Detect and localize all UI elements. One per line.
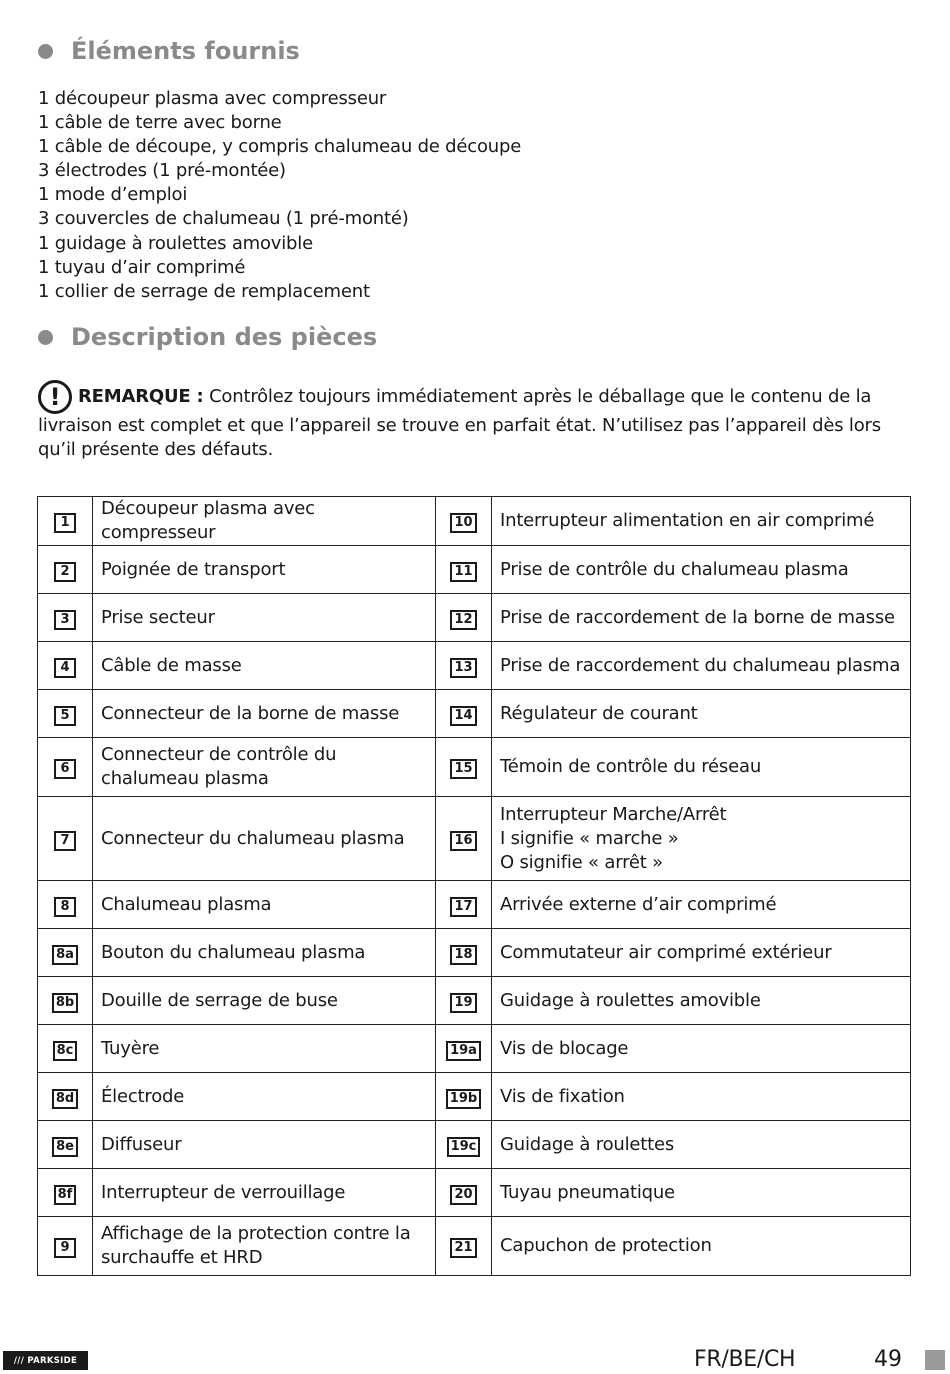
part-number-cell <box>436 1217 492 1276</box>
part-number: 2 <box>54 562 76 582</box>
part-description: Bouton du chalumeau plasma <box>93 929 436 977</box>
part-number-cell <box>436 1025 492 1073</box>
part-number: 15 <box>450 759 476 779</box>
part-number: 16 <box>450 831 476 851</box>
part-description: Prise de raccordement de la borne de masse <box>492 594 911 642</box>
part-number-cell <box>38 977 93 1025</box>
part-description: Douille de serrage de buse <box>93 977 436 1025</box>
list-item: 3 électrodes (1 pré-montée) <box>38 160 286 182</box>
part-description: Guidage à roulettes amovible <box>492 977 911 1025</box>
part-number: 20 <box>450 1185 476 1205</box>
table-row <box>38 1073 911 1121</box>
part-description: Électrode <box>93 1073 436 1121</box>
part-number: 6 <box>54 759 76 779</box>
part-description: Connecteur de la borne de masse <box>93 690 436 738</box>
part-number: 14 <box>450 706 476 726</box>
list-item: 1 collier de serrage de remplacement <box>38 280 370 302</box>
part-number-cell <box>436 738 492 797</box>
part-description: Tuyau pneumatique <box>492 1169 911 1217</box>
part-number: 19b <box>446 1089 481 1109</box>
list-item: 3 couvercles de chalumeau (1 pré-monté) <box>38 208 409 230</box>
part-number-cell <box>38 594 93 642</box>
part-description: Vis de fixation <box>492 1073 911 1121</box>
part-number: 10 <box>450 513 476 533</box>
table-row <box>38 497 911 546</box>
part-number: 21 <box>450 1238 476 1258</box>
part-number-cell <box>38 1121 93 1169</box>
part-number-cell <box>436 690 492 738</box>
section-heading-parts <box>38 323 377 351</box>
part-number: 19 <box>450 993 476 1013</box>
list-item: 1 guidage à roulettes amovible <box>38 232 313 254</box>
part-number-cell <box>436 977 492 1025</box>
part-number-cell <box>38 1025 93 1073</box>
section-heading-supplied <box>38 37 300 65</box>
part-description: Guidage à roulettes <box>492 1121 911 1169</box>
part-number-cell <box>38 1169 93 1217</box>
part-number-cell <box>436 797 492 881</box>
part-number: 8 <box>54 897 76 917</box>
table-row <box>38 594 911 642</box>
footer-marker <box>925 1350 945 1370</box>
footer-country: FR/BE/CH <box>694 1347 796 1372</box>
list-item: 1 câble de découpe, y compris chalumeau de découpe <box>38 136 522 158</box>
part-number-cell <box>436 1073 492 1121</box>
part-number: 8f <box>54 1185 77 1205</box>
part-number: 17 <box>450 897 476 917</box>
table-row <box>38 738 911 797</box>
part-number-cell <box>38 1217 93 1276</box>
part-number: 11 <box>450 562 476 582</box>
part-description: Interrupteur Marche/Arrêt I signifie « marche » O signifie « arrêt » <box>492 797 911 881</box>
part-description: Vis de blocage <box>492 1025 911 1073</box>
table-row <box>38 642 911 690</box>
table-row <box>38 690 911 738</box>
part-number-cell <box>38 738 93 797</box>
part-number: 4 <box>54 658 76 678</box>
list-item: 1 câble de terre avec borne <box>38 112 282 134</box>
part-description: Prise secteur <box>93 594 436 642</box>
part-description: Régulateur de courant <box>492 690 911 738</box>
part-number-cell <box>436 594 492 642</box>
list-item: 1 tuyau d’air comprimé <box>38 256 246 278</box>
part-description: Arrivée externe d’air comprimé <box>492 881 911 929</box>
list-item: 1 découpeur plasma avec compresseur <box>38 88 387 109</box>
part-number-cell <box>38 642 93 690</box>
part-number: 3 <box>54 610 76 630</box>
part-number-cell <box>436 1121 492 1169</box>
exclamation-circle-icon: ! <box>38 380 72 414</box>
part-description: Prise de contrôle du chalumeau plasma <box>492 546 911 594</box>
supplied-items-list <box>38 87 521 304</box>
part-number: 8e <box>52 1137 78 1157</box>
part-number-cell <box>436 881 492 929</box>
table-row <box>38 546 911 594</box>
part-number: 19a <box>446 1041 481 1061</box>
part-description: Interrupteur alimentation en air comprimé <box>492 497 911 546</box>
part-number-cell <box>38 881 93 929</box>
part-number-cell <box>38 497 93 546</box>
part-number-cell <box>38 1073 93 1121</box>
part-number-cell <box>38 797 93 881</box>
list-item: 1 mode d’emploi <box>38 184 188 206</box>
section-title: Éléments fournis <box>71 37 300 65</box>
table-row <box>38 1025 911 1073</box>
part-description: Commutateur air comprimé extérieur <box>492 929 911 977</box>
part-description: Affichage de la protection contre la surchauffe et HRD <box>93 1217 436 1276</box>
table-row <box>38 1169 911 1217</box>
part-number: 18 <box>450 945 476 965</box>
remark-note <box>38 380 912 462</box>
part-number: 8d <box>52 1089 78 1109</box>
part-number: 8c <box>53 1041 78 1061</box>
table-row <box>38 929 911 977</box>
part-number: 8b <box>52 993 78 1013</box>
part-number: 1 <box>54 513 76 533</box>
part-description: Découpeur plasma avec compresseur <box>93 497 436 546</box>
table-row <box>38 977 911 1025</box>
brand-logo: /// PARKSIDE <box>3 1351 88 1370</box>
part-number: 7 <box>54 831 76 851</box>
part-number-cell <box>436 1169 492 1217</box>
part-description: Poignée de transport <box>93 546 436 594</box>
remark-text: Contrôlez toujours immédiatement après le déballage que le contenu de la livraison est complet et que l’appareil se trouve en parfait état. N’utilisez pas l’appareil dès lors qu’il présente des défauts. <box>38 386 881 460</box>
part-description: Câble de masse <box>93 642 436 690</box>
part-number-cell <box>436 642 492 690</box>
part-description: Connecteur de contrôle du chalumeau plasma <box>93 738 436 797</box>
table-row <box>38 797 911 881</box>
table-row <box>38 881 911 929</box>
part-number-cell <box>38 690 93 738</box>
remark-label: REMARQUE : <box>78 386 204 407</box>
part-description: Capuchon de protection <box>492 1217 911 1276</box>
bullet-icon <box>38 330 53 345</box>
part-description: Connecteur du chalumeau plasma <box>93 797 436 881</box>
part-description: Chalumeau plasma <box>93 881 436 929</box>
part-description: Témoin de contrôle du réseau <box>492 738 911 797</box>
table-row <box>38 1217 911 1276</box>
part-number: 5 <box>54 706 76 726</box>
part-number-cell <box>436 546 492 594</box>
section-title: Description des pièces <box>71 323 378 351</box>
bullet-icon <box>38 44 53 59</box>
page-number: 49 <box>874 1347 902 1372</box>
part-number: 8a <box>52 945 78 965</box>
part-description: Diffuseur <box>93 1121 436 1169</box>
part-number-cell <box>436 929 492 977</box>
part-number: 13 <box>450 658 476 678</box>
parts-table <box>37 496 911 1276</box>
table-row <box>38 1121 911 1169</box>
part-number: 19c <box>447 1137 481 1157</box>
part-description: Interrupteur de verrouillage <box>93 1169 436 1217</box>
part-description: Prise de raccordement du chalumeau plasma <box>492 642 911 690</box>
part-number-cell <box>38 546 93 594</box>
part-description: Tuyère <box>93 1025 436 1073</box>
part-number: 12 <box>450 610 476 630</box>
part-number: 9 <box>54 1238 76 1258</box>
part-number-cell <box>38 929 93 977</box>
part-number-cell <box>436 497 492 546</box>
